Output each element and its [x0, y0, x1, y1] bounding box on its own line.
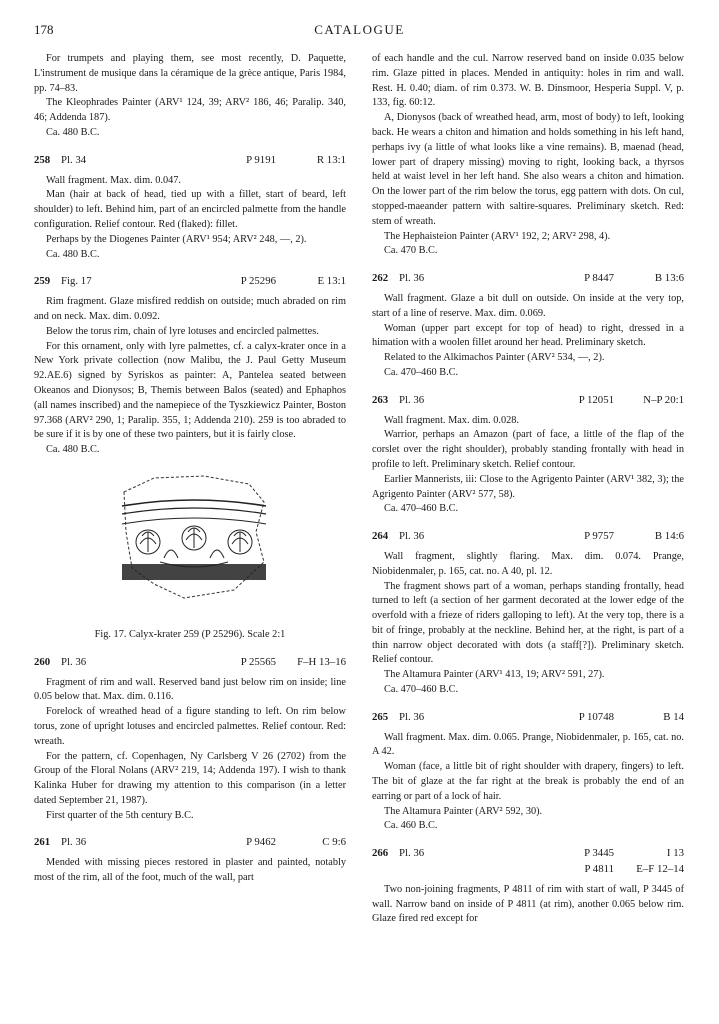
paragraph: Warrior, perhaps an Amazon (part of face, a little of the flap of the corslet over the right shoulder), probably standing frontally with head in profile to left. Preliminary sketch. Relief contour. — [372, 429, 684, 470]
catalogue-entry-264 — [372, 529, 684, 698]
plate-reference: Pl. 36 — [61, 655, 87, 668]
entry-number: 264 — [372, 530, 389, 543]
paragraph: Earlier Mannerists, iii: Close to the Agrigento Painter (ARV¹ 382, 3); the Agrigento Painter (ARV² 577, 58). — [372, 473, 684, 500]
paragraph: Rim fragment. Glaze misfired reddish on outside; much abraded on rim and on neck. Max. dim. 0.092. — [34, 296, 346, 322]
entry-heading — [34, 655, 346, 670]
date-line: Ca. 470 B.C. — [384, 245, 438, 257]
figure-17-calyx-krater-drawing — [34, 472, 346, 622]
date-line: Ca. 480 B.C. — [46, 126, 100, 138]
catalogue-entry-258 — [34, 153, 346, 263]
catalogue-entry-266 — [372, 846, 684, 927]
entry-number: 262 — [372, 272, 389, 285]
plate-reference: Pl. 36 — [399, 847, 425, 860]
date-line: First quarter of the 5th century B.C. — [46, 809, 194, 821]
paragraph: Below the torus rim, chain of lyre lotuses and encircled palmettes. — [46, 325, 319, 337]
grid-location: B 14 — [663, 710, 684, 723]
date-line: Ca. 470–460 B.C. — [384, 503, 459, 515]
date-line: Ca. 480 B.C. — [46, 248, 100, 260]
figure-reference: Fig. 17 — [61, 275, 92, 288]
paragraph: For trumpets and playing them, see most recently, D. Paquette, L'instrument de musique dans la céramique de la grèce antique, Paris 1984, pp. 74–83. — [34, 53, 346, 94]
entry-heading — [372, 529, 684, 544]
paragraph: Fragment of rim and wall. Reserved band just below rim on inside; line 0.05 below that. Max. dim. 0.116. — [34, 676, 346, 703]
inventory-number: P 25296 — [240, 275, 276, 288]
paragraph: Wall fragment, slightly flaring. Max. dim. 0.074. Prange, Niobidenmaler, p. 165, cat. no. A 40, pl. 12. — [372, 550, 684, 577]
entry-number: 266 — [372, 847, 389, 860]
inventory-number: P 9757 — [584, 530, 614, 543]
inventory-number: P 10748 — [578, 710, 614, 723]
catalogue-entry-265 — [372, 710, 684, 834]
entry-number: 260 — [34, 655, 51, 668]
grid-location: I 13 — [666, 847, 684, 860]
paragraph: Woman (upper part except for top of head) to right, dressed in a himation with a woolen fillet around her head. Preliminary sketch. — [372, 322, 684, 349]
paragraph: Related to the Alkimachos Painter (ARV² 534, —, 2). — [384, 352, 605, 364]
inventory-number: P 3445 — [584, 847, 614, 860]
date-line: Ca. 480 B.C. — [46, 444, 100, 456]
inventory-number: P 9462 — [246, 836, 276, 849]
paragraph: Forelock of wreathed head of a figure standing to left. On rim below torus, zone of upright lotuses and encircled palmettes. Relief contour. Red: wreath. — [34, 706, 346, 747]
grid-location: E–F 12–14 — [636, 863, 684, 876]
catalogue-entry-262 — [372, 271, 684, 381]
page-header — [34, 22, 685, 42]
entry-heading — [372, 846, 684, 861]
inventory-number: P 9191 — [246, 153, 276, 166]
entry-number: 258 — [34, 153, 51, 166]
paragraph: Mended with missing pieces restored in plaster and painted, notably most of the rim, all of the foot, much of the wall, part — [34, 857, 346, 884]
catalogue-entry-260 — [34, 655, 346, 824]
plate-reference: Pl. 36 — [399, 530, 425, 543]
entry-heading — [34, 274, 346, 289]
date-line: Ca. 470–460 B.C. — [384, 366, 459, 378]
entry-heading-second-line — [372, 862, 684, 877]
catalogue-entry-261 — [34, 835, 346, 885]
inventory-number: P 8447 — [584, 272, 614, 285]
grid-location: R 13:1 — [316, 153, 346, 166]
catalogue-entry-263 — [372, 393, 684, 517]
grid-location: B 13:6 — [654, 272, 684, 285]
grid-location: N–P 20:1 — [643, 393, 684, 406]
inventory-number: P 4811 — [584, 863, 614, 876]
paragraph: Perhaps by the Diogenes Painter (ARV¹ 954; ARV² 248, —, 2). — [46, 233, 307, 245]
entry-heading — [34, 835, 346, 850]
entry-number: 261 — [34, 836, 51, 849]
inventory-number: P 12051 — [578, 393, 614, 406]
entry-number: 259 — [34, 275, 51, 288]
date-line: Ca. 470–460 B.C. — [384, 684, 459, 696]
paragraph: Woman (face, a little bit of right shoulder with drapery, fingers) to left. The bit of glaze at the far right at the break is probably the end of an earring or part of a lock of hair. — [372, 761, 684, 802]
paragraph: For this ornament, only with lyre palmettes, cf. a calyx-krater once in a New York private collection (now Malibu, the J. Paul Getty Museum 92.AE.6) signed by Syriskos as painter: A, Pantelea seated between Okeanos and Dionysos; B, Themis between Balos (seated) and Ephaphos (all names inscribed) and the namepiece of the Tyszkiewicz Painter, Boston 97.368 (ARV² 290, 1; Paralip. 355, 1; Addenda 210). 259 is too abraded to be sure if it is by one of these two painters, but it is fairly close. — [34, 340, 346, 441]
paragraph: The Hephaisteion Painter (ARV¹ 192, 2; ARV² 298, 4). — [384, 230, 611, 242]
grid-location: C 9:6 — [322, 836, 346, 849]
entry-heading — [372, 710, 684, 725]
paragraph: Wall fragment. Max. dim. 0.065. Prange, Niobidenmaler, p. 165, cat. no. A 42. — [372, 731, 684, 758]
paragraph: Wall fragment. Max. dim. 0.047. — [46, 174, 182, 186]
plate-reference: Pl. 36 — [399, 393, 425, 406]
inventory-number: P 25565 — [240, 655, 276, 668]
page-number: 178 — [34, 22, 54, 37]
paragraph: For the pattern, cf. Copenhagen, Ny Carlsberg V 26 (2702) from the Group of the Floral Nolans (ARV² 219, 14; Addenda 197). I wish to thank Kalinka Huber for drawing my attention to this comparison (in a letter dated September 21, 1987). — [34, 750, 346, 806]
entry-heading — [34, 153, 346, 168]
paragraph: A, Dionysos (back of wreathed head, arm, most of body) to left, looking back. He wears a chiton and himation and holds something in his left hand, perhaps ivy (a little of what looks like a vine remains). B, maenad (head, lower part of drapery missing) moving to right, looking back, a thyrsos held at waist level in her left hand. She also wears a chiton and himation. On the lower part of the rim below the torus, egg pattern with dots. On cul, stopped-maeander pattern with saltire-squares. Preliminary sketch. Red: stem of wreath. — [372, 112, 684, 227]
paragraph: The Altamura Painter (ARV² 592, 30). — [384, 805, 543, 817]
paragraph: Man (hair at back of head, tied up with a fillet, start of beard, left shoulder) to left. Behind him, part of an encircled palmette from the handle configuration. Relief contour. Red (flaked): fillet. — [34, 189, 346, 230]
paragraph: Wall fragment. Glaze a bit dull on outside. On inside at the very top, start of a line of reserve. Max. dim. 0.069. — [372, 292, 684, 319]
date-line: Ca. 460 B.C. — [384, 820, 438, 832]
entry-number: 265 — [372, 710, 389, 723]
plate-reference: Pl. 36 — [399, 710, 425, 723]
left-column — [34, 52, 346, 886]
paragraph: Two non-joining fragments, P 4811 of rim with start of wall, P 3445 of wall. Narrow band on inside of P 4811 (at rim), another 0.065 below rim. Glaze fired red except for — [372, 883, 684, 925]
entry-number: 263 — [372, 393, 389, 406]
paragraph: of each handle and the cul. Narrow reserved band on inside 0.035 below rim. Glaze pitted in places. Mended in antiquity: holes in rim and wall. Rest. H. 0.40; diam. of rim 0.373. W. B. Dinsmoor, Hesperia Suppl. V, p. 133, fig. 60:12. — [372, 53, 684, 109]
fragment-drawing — [114, 472, 274, 612]
grid-location: E 13:1 — [317, 275, 346, 288]
paragraph: The Altamura Painter (ARV¹ 413, 19; ARV² 591, 27). — [384, 669, 605, 681]
entry-heading — [372, 393, 684, 408]
plate-reference: Pl. 36 — [399, 272, 425, 285]
right-column — [372, 52, 684, 927]
grid-location: F–H 13–16 — [297, 655, 346, 668]
paragraph: The fragment shows part of a woman, perhaps standing frontally, head turned to left (a section of her garment decorated at the lower edge of the overfold with a frieze of riders galloping to left). At the very top, there is a bit of fringe, probably at the neckline. Behind her, at the right, is part of a thin narrow object decorated with dots (a staff[?]). Preliminary sketch. Relief contour. — [372, 580, 684, 666]
paragraph: Wall fragment. Max. dim. 0.028. — [384, 414, 520, 426]
figure-caption: Fig. 17. Calyx-krater 259 (P 25296). Scale 2:1 — [94, 628, 286, 640]
plate-reference: Pl. 34 — [61, 153, 87, 166]
grid-location: B 14:6 — [654, 530, 684, 543]
entry-heading — [372, 271, 684, 286]
paragraph: The Kleophrades Painter (ARV¹ 124, 39; ARV² 186, 46; Paralip. 340, 46; Addenda 187). — [34, 97, 346, 124]
plate-reference: Pl. 36 — [61, 836, 87, 849]
running-title: CATALOGUE — [314, 22, 405, 37]
catalogue-entry-259 — [34, 274, 346, 458]
